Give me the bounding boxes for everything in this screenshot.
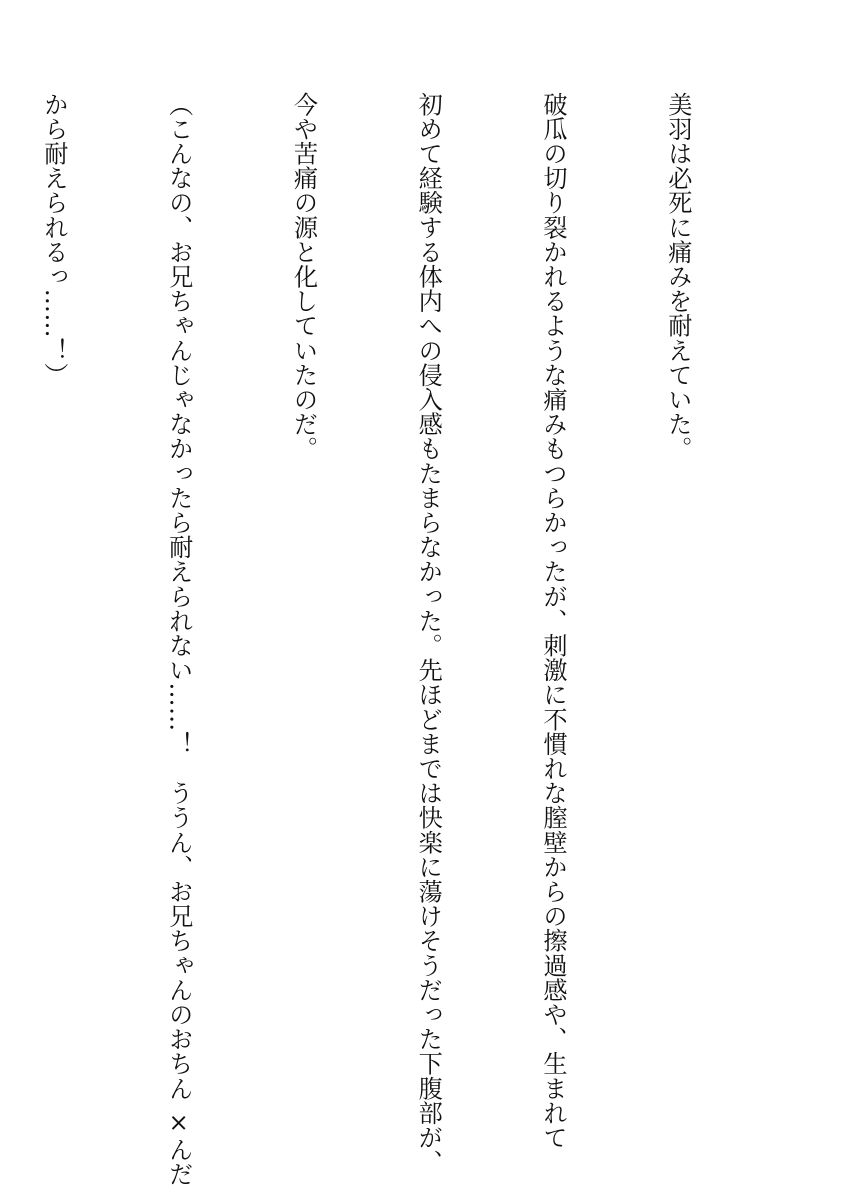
text-line-3: 初めて経験する体内への侵入感もたまらなかった。先ほどまでは快楽に蕩けそうだった下腹部が、	[414, 92, 443, 1175]
text-line-4: 今や苦痛の源と化していたのだ。	[289, 92, 318, 461]
text-line-2: 破瓜の切り裂かれるような痛みもつらかったが、刺激に不慣れな膣壁からの擦過感や、生まれて	[539, 92, 568, 1150]
text-line-6: から耐えられるっ……！）	[39, 92, 68, 388]
text-line-5: （こんなの、お兄ちゃんじゃなかったら耐えられない……！ ううん、お兄ちゃんのおちん ×んだ	[164, 92, 193, 1187]
novel-text-body	[0, 92, 781, 1187]
text-line-1: 美羽は必死に痛みを耐えていた。	[663, 92, 692, 461]
